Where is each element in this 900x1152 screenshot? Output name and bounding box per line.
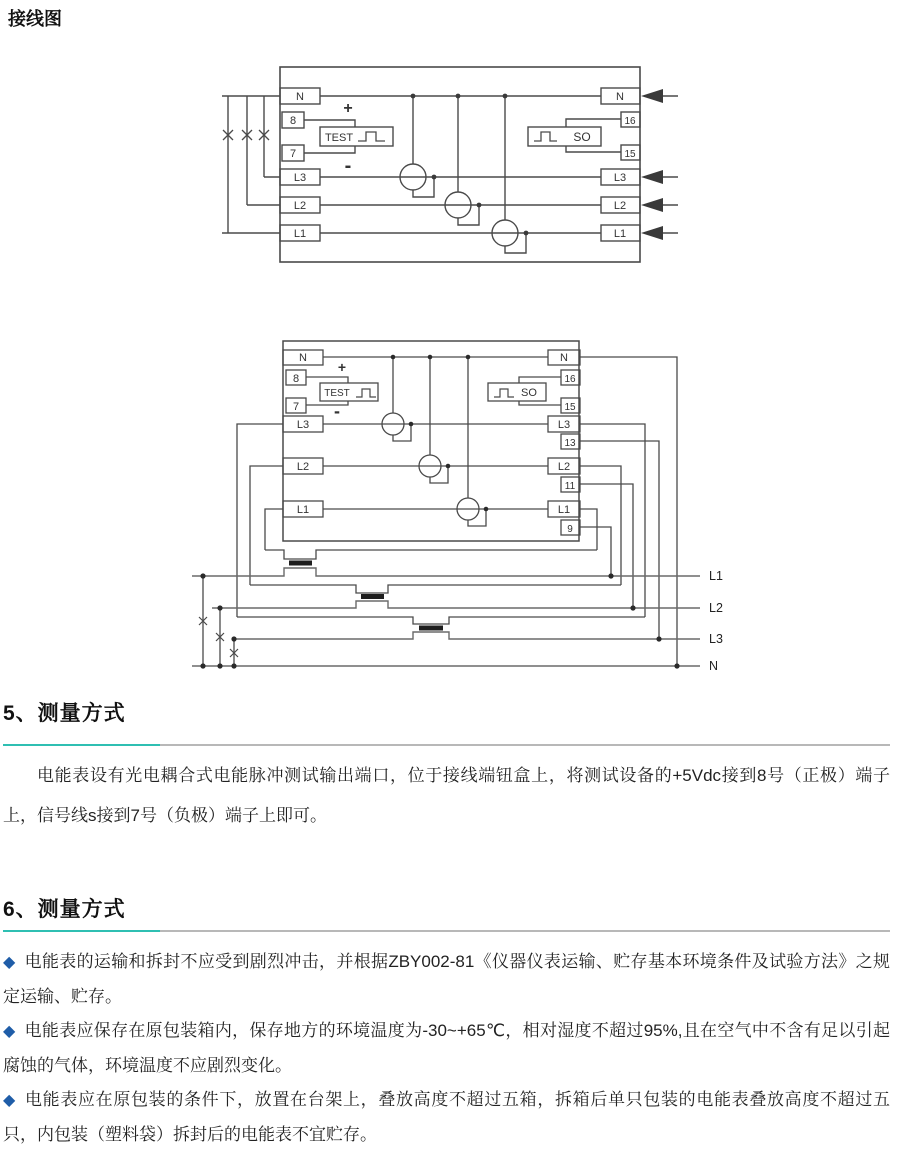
junction-dot [409,422,414,427]
junction-dot [411,94,416,99]
junction-dot [524,231,529,236]
wire-phase-lines [323,424,548,509]
test-label: TEST [324,388,350,399]
junction-dot [231,663,236,668]
terminal-label: 8 [292,373,300,385]
meter-outline [283,341,579,541]
terminal-label: 8 [289,115,297,127]
arrow-left-icon [641,226,663,240]
wire-left-externals [237,424,283,617]
supply-label-l2: L2 [709,601,723,615]
terminal-label: L2 [557,461,571,473]
diamond-bullet-icon: ◆ [3,954,16,971]
ct-bar-icon [361,594,384,599]
section-divider [3,930,890,932]
section-5-paragraph: 电能表设有光电耦合式电能脉冲测试输出端口，位于接线端钮盒上，将测试设备的+5Vdc接到8号（正极）端子上，信号线s接到7号（负极）端子上即可。 [3,766,890,825]
supply-line-l3 [235,632,700,639]
junction-dot [432,175,437,180]
junction-dot [231,636,236,641]
supply-line-l1 [192,568,700,576]
terminal-label: L1 [293,228,307,240]
terminal-label: N [296,91,304,103]
coil-return-wires [413,177,526,253]
diagram-ct-connection [192,341,723,673]
junction-dot [428,355,433,360]
terminal-label: 16 [624,116,636,127]
junction-dot [391,355,396,360]
terminal-label: 15 [564,402,576,413]
supply-label-n: N [709,659,719,673]
pulse-icon [494,389,514,397]
junction-dots [200,355,679,669]
so-label: SO [573,130,591,144]
junction-dot [200,663,205,668]
so-label: SO [521,387,537,399]
junction-dot [217,605,222,610]
terminal-label: 7 [289,148,297,160]
terminal-label: N [299,352,307,364]
terminal-label: 7 [292,401,300,413]
diamond-bullet-icon: ◆ [3,1023,16,1040]
terminal-label: L3 [296,419,310,431]
junction-dot [630,605,635,610]
terminal-label: L2 [293,200,307,212]
diamond-bullet-icon: ◆ [3,1092,16,1109]
junction-dot [503,94,508,99]
ct-bar-icon [419,626,443,631]
divider-accent [3,930,160,932]
junction-dot [200,573,205,578]
terminal-label: 11 [564,481,576,492]
terminal-label: N [560,352,568,364]
terminal-label: L3 [613,172,627,184]
bullet-text: 电能表应在原包装的条件下，放置在台架上，叠放高度不超过五箱，拆箱后单只包装的电能表叠放高度不超过五只，内包装（塑料袋）拆封后的电能表不宜贮存。 [3,1090,891,1144]
junction-dot [446,464,451,469]
supply-label-l1: L1 [709,569,723,583]
wire-supply-drops [228,96,505,233]
bullet-item [3,1014,890,1083]
terminal-label: L1 [296,504,310,516]
junction-dot [674,663,679,668]
terminal-label: L2 [296,461,310,473]
junction-dot [484,507,489,512]
pulse-icon [358,132,385,141]
wire-voltage-links [203,576,234,666]
terminal-label: 15 [624,149,636,160]
section-divider [3,744,890,746]
junction-dot [477,203,482,208]
so-pulse-box [488,383,546,401]
plus-sign: + [343,100,353,117]
terminal-label: 13 [564,438,576,449]
terminal-label: L1 [613,228,627,240]
terminal-label: L2 [613,200,627,212]
supply-label-l3: L3 [709,632,723,646]
section-6 [0,894,900,1152]
bullet-item [3,945,890,1014]
plus-sign: + [337,359,347,375]
wire-right-externals [580,357,677,666]
bullet-text: 电能表的运输和拆封不应受到剧烈冲击，并根据ZBY002-81《仪器仪表运输、贮存基本环境条件及试验方法》之规定运输、贮存。 [3,952,890,1006]
junction-dot [656,636,661,641]
section-5 [0,698,900,836]
terminal-boxes-right [601,88,640,241]
divider-accent [3,744,160,746]
minus-sign: - [344,155,352,177]
bullet-list [3,945,890,1152]
junction-dot [466,355,471,360]
wire-phase-lines [222,177,601,233]
fuse-x-icons [199,617,238,657]
terminal-label: N [616,91,624,103]
test-label: TEST [324,132,354,144]
junction-dots [411,94,529,236]
ct-bars [289,561,443,631]
junction-dot [217,663,222,668]
section-5-heading: 5、测量方式 [3,702,126,725]
junction-dot [608,573,613,578]
arrow-left-icon [641,170,663,184]
fuse-x-icons [223,130,269,140]
terminal-label: L1 [557,504,571,516]
page-title: 接线图 [8,9,62,29]
minus-sign: - [334,401,340,421]
terminal-label: 9 [567,524,573,535]
arrow-left-icon [641,198,663,212]
terminal-boxes-left [280,88,320,241]
bullet-item [3,1083,890,1152]
arrow-left-icon [641,89,663,103]
supply-line-l2 [212,601,700,608]
terminal-label: L3 [293,172,307,184]
coil-return-wires [393,424,486,526]
pulse-icon [356,389,376,397]
terminal-label: L3 [557,419,571,431]
bullet-text: 电能表应保存在原包装箱内，保存地方的环境温度为-30~+65℃，相对湿度不超过95%,且在空气中不含有足以引起腐蚀的气体，环境温度不应剧烈变化。 [3,1021,890,1075]
diagram-direct-connection [222,67,678,262]
junction-dot [456,94,461,99]
terminal-label: 16 [564,374,576,385]
pulse-icon [534,132,557,141]
arrow-left-icons [641,89,663,240]
section-6-heading: 6、测量方式 [3,898,126,921]
ct-bar-icon [289,561,312,566]
arrow-lead-lines [663,96,678,233]
terminal-boxes-left [283,350,323,517]
